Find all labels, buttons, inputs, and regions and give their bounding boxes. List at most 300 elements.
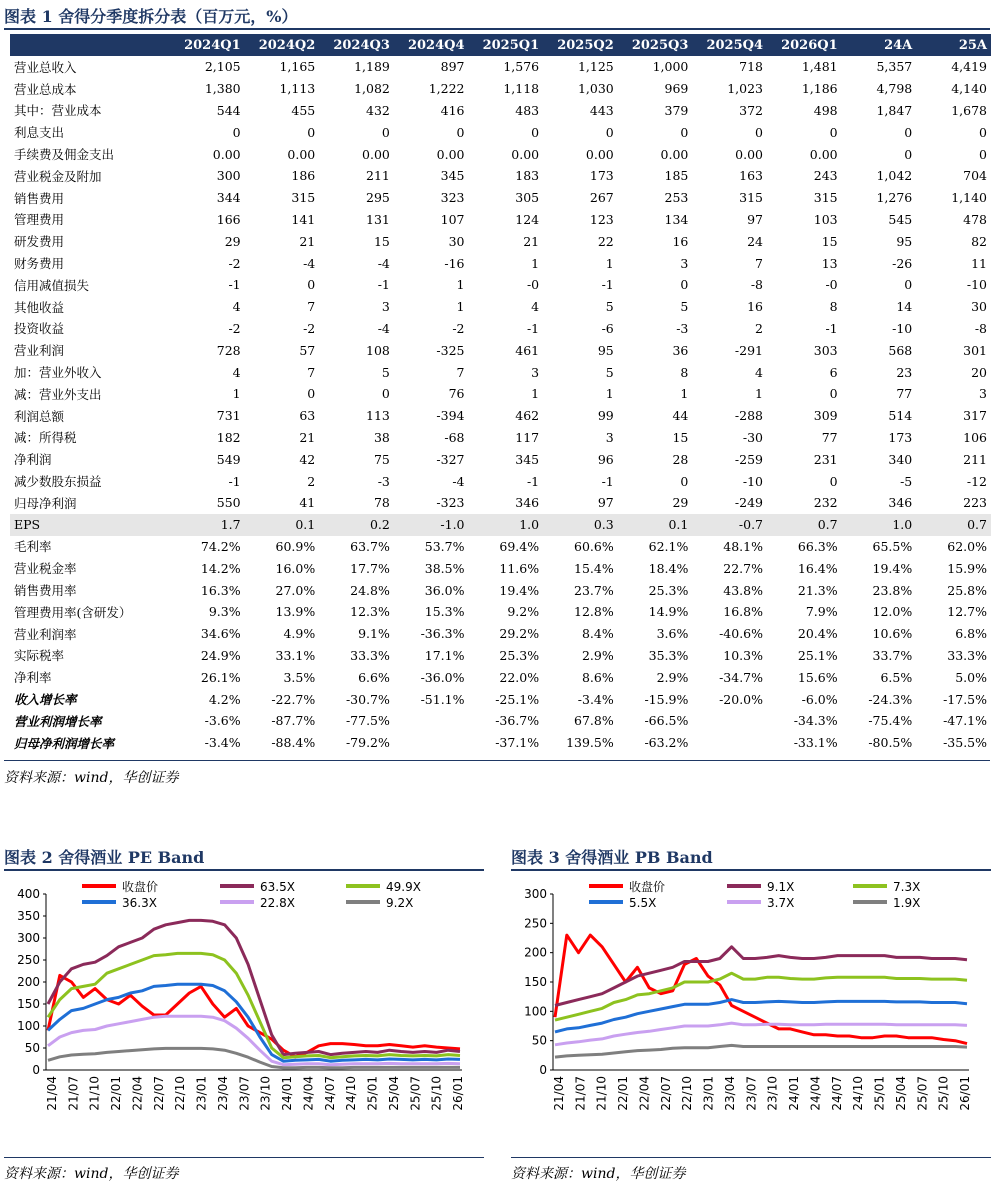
table-cell: 379 [664, 102, 689, 118]
column-header: 2025Q2 [543, 34, 618, 56]
table-cell: 305 [515, 190, 540, 206]
x-tick-label: 22/07 [151, 1076, 166, 1111]
table-cell: -79.2% [345, 735, 390, 751]
x-tick-label: 21/07 [573, 1076, 588, 1111]
table-cell: 0 [531, 124, 540, 140]
table-cell: 0 [232, 124, 241, 140]
row-label: 营业税金及附加 [14, 168, 102, 184]
table-row [10, 383, 991, 405]
table-cell: 106 [963, 429, 987, 445]
table-cell: 443 [589, 102, 614, 118]
table-cell: 340 [888, 451, 913, 467]
table-cell: -2 [303, 320, 316, 336]
x-tick-label: 21/07 [66, 1076, 81, 1111]
table-cell: -47.1% [943, 713, 987, 729]
table-cell: -1 [228, 473, 241, 489]
table-cell: 1,481 [801, 59, 838, 75]
source-note-3: 资料来源：wind，华创证券 [511, 1166, 686, 1182]
table-cell: 35.3% [648, 647, 689, 663]
table-cell: 1,000 [652, 59, 689, 75]
table-cell: 1 [680, 386, 689, 402]
table-cell: 1 [456, 299, 465, 315]
table-cell: 14.2% [200, 560, 241, 576]
table-row [10, 100, 991, 122]
table-cell: 1 [755, 386, 763, 402]
table-cell: 97 [747, 211, 763, 227]
y-tick-label: 300 [17, 931, 40, 945]
table-cell: -4 [377, 320, 390, 336]
table-cell: 300 [216, 168, 241, 184]
table-cell: 1.0 [842, 514, 917, 536]
table-cell: 0 [755, 124, 763, 140]
y-tick-label: 300 [524, 887, 547, 901]
table-cell: -10 [966, 277, 987, 293]
table-cell: 5.0% [955, 669, 987, 685]
column-header: 2024Q3 [319, 34, 394, 56]
table-cell: -2 [452, 320, 465, 336]
table-cell: 0 [904, 146, 913, 162]
row-label: 营业利润增长率 [14, 713, 102, 729]
table-cell: 0 [381, 124, 390, 140]
row-label: 管理费用 [14, 212, 65, 228]
table-cell: -30 [742, 429, 763, 445]
pe-band-chart [4, 874, 484, 1154]
x-tick-label: 23/10 [258, 1076, 273, 1111]
table-cell: 211 [366, 168, 390, 184]
table-cell: 1,118 [503, 81, 540, 97]
table-cell: -8 [750, 277, 763, 293]
row-label: 营业利润率 [14, 626, 77, 642]
table-row [10, 187, 991, 209]
column-header: 2025Q4 [692, 34, 767, 56]
table-cell: -4 [377, 255, 390, 271]
legend-label: 9.1X [767, 880, 795, 894]
table-cell: 67.8% [574, 713, 614, 729]
table-cell: 18.4% [648, 560, 689, 576]
table-cell: 113 [366, 408, 390, 424]
x-tick-label: 24/07 [829, 1076, 844, 1111]
table-row [10, 601, 991, 623]
table-cell: -259 [734, 451, 763, 467]
legend-label: 49.9X [386, 880, 421, 894]
y-tick-label: 0 [32, 1063, 40, 1077]
column-header: 2025Q1 [469, 34, 544, 56]
table-cell: 2 [755, 320, 763, 336]
table-cell: -0.7 [692, 514, 767, 536]
table-cell: 1,222 [428, 81, 465, 97]
y-tick-label: 150 [17, 997, 40, 1011]
table-cell: -17.5% [943, 691, 987, 707]
table-cell: -10 [892, 320, 913, 336]
table-cell: 0 [979, 146, 987, 162]
table-cell: 461 [515, 342, 540, 358]
table-cell: 1,276 [876, 190, 913, 206]
table-cell: -4 [303, 255, 316, 271]
x-tick-label: 23/07 [237, 1076, 252, 1111]
table-cell: 4 [531, 299, 540, 315]
row-label: 信用减值损失 [14, 277, 90, 293]
table-cell: 455 [291, 102, 316, 118]
table-cell: 41 [299, 495, 316, 511]
table-title: 图表 1 舍得分季度拆分表（百万元，%） [4, 7, 298, 26]
table-cell: 173 [589, 168, 614, 184]
table-cell: 66.3% [797, 538, 838, 554]
table-cell: 1.0 [469, 514, 544, 536]
table-cell: 1,678 [951, 102, 987, 118]
table-cell: 183 [515, 168, 540, 184]
table-cell: 372 [739, 102, 763, 118]
table-cell: 63 [299, 408, 316, 424]
series-line [555, 935, 967, 1044]
table-cell: 301 [963, 342, 987, 358]
x-tick-label: 23/10 [765, 1076, 780, 1111]
table-cell: 103 [813, 211, 838, 227]
series-line [48, 1016, 460, 1064]
table-cell: 6.5% [880, 669, 913, 685]
table-cell: 20 [971, 364, 987, 380]
table-cell: 16.3% [200, 582, 241, 598]
table-cell: 4,419 [951, 59, 987, 75]
table-cell: -35.5% [943, 735, 987, 751]
table-row [10, 296, 991, 318]
table-cell: 15 [821, 233, 838, 249]
table-cell: 232 [813, 495, 838, 511]
table-cell: 28 [672, 451, 689, 467]
table-cell: 12.3% [350, 604, 390, 620]
row-label: 归母净利润增长率 [14, 735, 115, 751]
x-tick-label: 24/10 [851, 1076, 866, 1111]
table-cell: 0 [307, 124, 316, 140]
x-tick-label: 24/01 [787, 1076, 802, 1111]
table-row [10, 710, 991, 732]
table-cell: -1 [601, 277, 614, 293]
table-cell: -1.0 [394, 514, 469, 536]
table-cell: -1 [377, 277, 390, 293]
table-cell: 63.7% [350, 538, 390, 554]
table-cell: 345 [440, 168, 465, 184]
table-cell: 315 [813, 190, 838, 206]
table-cell: 344 [216, 190, 241, 206]
table-cell: 16 [672, 233, 689, 249]
table-cell: 15.6% [797, 669, 838, 685]
table-cell: 544 [216, 102, 241, 118]
row-label: 收入增长率 [14, 692, 77, 707]
table-cell: 21 [299, 429, 316, 445]
table-cell [394, 710, 469, 732]
row-label: 实际税率 [14, 648, 65, 664]
row-label: 利润总额 [14, 408, 65, 424]
table-cell: -12 [966, 473, 987, 489]
table-cell: 0.1 [245, 514, 320, 536]
table-cell: 0.00 [362, 146, 390, 162]
table-cell: 0 [307, 386, 316, 402]
legend-label: 收盘价 [122, 880, 159, 894]
table-cell: 29.2% [499, 626, 540, 642]
table-cell: 3.5% [283, 669, 316, 685]
table-cell: 77 [821, 429, 838, 445]
table-cell: 0.3 [543, 514, 618, 536]
table-cell: 4,798 [876, 81, 913, 97]
row-label: 毛利率 [14, 539, 52, 555]
table-cell: 74.2% [200, 538, 241, 554]
y-tick-label: 50 [24, 1041, 40, 1055]
table-cell: 2.9% [656, 669, 689, 685]
table-cell: 36 [672, 342, 689, 358]
table-cell: -51.1% [420, 691, 465, 707]
x-tick-label: 22/10 [680, 1076, 695, 1111]
table-cell: 25.8% [947, 582, 987, 598]
table-cell: 24 [747, 233, 763, 249]
table-cell: 0 [829, 124, 838, 140]
table-cell: -63.2% [644, 735, 689, 751]
table-cell: -34.7% [719, 669, 763, 685]
table-cell: -16 [444, 255, 465, 271]
x-tick-label: 21/04 [552, 1076, 566, 1111]
row-label: 减：营业外支出 [14, 386, 102, 402]
table-cell: 76 [448, 386, 465, 402]
table-cell: 0.00 [809, 146, 838, 162]
table-cell: 0 [904, 277, 913, 293]
x-tick-label: 22/04 [637, 1076, 652, 1111]
table-cell: 1,576 [503, 59, 540, 75]
table-cell: -26 [892, 255, 913, 271]
table-bottom-rule [4, 760, 990, 761]
table-cell: -88.4% [271, 735, 316, 751]
x-tick-label: 22/10 [173, 1076, 188, 1111]
table-cell: 141 [291, 211, 316, 227]
legend-label: 22.8X [260, 896, 295, 910]
table-cell: -87.7% [271, 713, 316, 729]
table-cell: -3 [377, 473, 390, 489]
table-cell: 21 [523, 233, 540, 249]
table-cell: 15.3% [424, 604, 465, 620]
table-cell: 25.1% [797, 647, 838, 663]
table-cell: 231 [813, 451, 838, 467]
table-cell: 0 [680, 277, 689, 293]
table-row [10, 143, 991, 165]
row-label: 销售费用 [14, 190, 65, 206]
table-cell: 14 [896, 299, 913, 315]
table-cell: 0.00 [585, 146, 614, 162]
table-cell: 16.4% [797, 560, 838, 576]
table-cell: 728 [216, 342, 241, 358]
column-header: 25A [916, 34, 991, 56]
table-cell: 1,186 [801, 81, 838, 97]
table-cell: 5 [381, 364, 390, 380]
table-cell: 15 [373, 233, 390, 249]
table-cell: -325 [436, 342, 465, 358]
table-cell: 96 [597, 451, 614, 467]
table-cell: 33.3% [947, 647, 987, 663]
table-cell: 8 [829, 299, 838, 315]
row-label: 营业总成本 [14, 81, 77, 97]
table-cell: 186 [291, 168, 316, 184]
table-cell: 65.5% [872, 538, 913, 554]
table-cell: -40.6% [719, 626, 763, 642]
table-row [10, 536, 991, 558]
table-cell: 6.6% [358, 669, 390, 685]
table-cell: 38 [373, 429, 390, 445]
table-cell: 6 [829, 364, 838, 380]
table-cell: 23 [896, 364, 913, 380]
column-header: 2026Q1 [767, 34, 842, 56]
table-cell: 549 [216, 451, 241, 467]
table-cell: 15.4% [574, 560, 614, 576]
table-cell: 33.1% [275, 647, 316, 663]
financial-table [10, 34, 991, 754]
table-cell: 478 [963, 211, 987, 227]
table-cell: -2 [228, 320, 241, 336]
table-cell: 95 [597, 342, 614, 358]
table-cell: 1,113 [279, 81, 316, 97]
table-cell: 4.9% [283, 626, 316, 642]
table-cell: 5 [605, 364, 614, 380]
table-cell: 0 [680, 473, 689, 489]
table-cell: -30.7% [345, 691, 390, 707]
table-row [10, 732, 991, 754]
table-cell: 1,189 [354, 59, 390, 75]
table-cell: 22.7% [723, 560, 763, 576]
table-cell: 12.7% [947, 604, 987, 620]
table-cell: 1,082 [354, 81, 390, 97]
table-cell: 969 [664, 81, 689, 97]
table-cell: 16.8% [723, 604, 763, 620]
table-cell: -1 [825, 320, 838, 336]
table-cell: 0 [381, 386, 390, 402]
table-cell: 60.6% [574, 538, 614, 554]
table-cell: 10.6% [872, 626, 913, 642]
table-cell: -1 [526, 320, 540, 336]
y-tick-label: 100 [17, 1019, 40, 1033]
table-cell: 48.1% [723, 538, 763, 554]
table-cell: 11 [971, 255, 987, 271]
series-line [555, 947, 967, 1006]
table-cell: 20.4% [797, 626, 838, 642]
row-label: 投资收益 [14, 321, 65, 337]
table-cell: 1,140 [951, 190, 987, 206]
table-cell: 2 [307, 473, 316, 489]
table-cell: 4 [232, 299, 241, 315]
table-cell: 0 [904, 124, 913, 140]
table-cell: 1.7 [170, 514, 245, 536]
table-row [10, 405, 991, 427]
table-cell: 8.6% [581, 669, 614, 685]
x-tick-label: 26/01 [451, 1076, 465, 1111]
table-cell: 75 [373, 451, 390, 467]
table-cell: 346 [888, 495, 913, 511]
table-cell: 1,023 [727, 81, 763, 97]
table-cell: 14.9% [648, 604, 689, 620]
table-cell: 0.1 [618, 514, 693, 536]
table-cell: -394 [436, 408, 465, 424]
table-cell: 15 [672, 429, 689, 445]
table-cell: 0.00 [735, 146, 763, 162]
column-header: 2024Q1 [170, 34, 245, 56]
table-cell: 36.0% [424, 582, 465, 598]
x-tick-label: 22/04 [130, 1076, 145, 1111]
x-tick-label: 24/07 [322, 1076, 337, 1111]
table-cell: -1 [228, 277, 241, 293]
table-cell: 124 [515, 211, 540, 227]
table-row [10, 666, 991, 688]
table-cell: 0 [979, 124, 987, 140]
table-cell: -22.7% [271, 691, 316, 707]
table-cell: 166 [216, 211, 241, 227]
table-row [10, 274, 991, 296]
table-cell: 5,357 [876, 59, 913, 75]
table-cell: 185 [664, 168, 689, 184]
table-cell: 82 [971, 233, 987, 249]
table-cell: 4.2% [208, 691, 241, 707]
pb-band-chart [511, 874, 991, 1154]
table-cell: 8 [680, 364, 689, 380]
y-tick-label: 200 [17, 975, 40, 989]
table-cell: -24.3% [868, 691, 913, 707]
title-rule [4, 28, 990, 30]
y-tick-label: 100 [524, 1004, 547, 1019]
row-label: 研发费用 [14, 234, 65, 250]
table-row [10, 165, 991, 187]
table-cell: 545 [888, 211, 913, 227]
table-row [10, 78, 991, 100]
table-cell: 78 [373, 495, 390, 511]
table-cell: 139.5% [566, 735, 614, 751]
x-tick-label: 21/10 [87, 1076, 102, 1111]
x-tick-label: 22/01 [109, 1076, 124, 1111]
table-cell: 60.9% [275, 538, 316, 554]
table-cell: -0 [825, 277, 838, 293]
table-row [10, 579, 991, 601]
chart3-title: 图表 3 舍得酒业 PB Band [511, 848, 713, 867]
table-cell: 416 [440, 102, 465, 118]
table-row [10, 230, 991, 252]
table-cell: 77 [896, 386, 913, 402]
table-cell: 17.7% [350, 560, 390, 576]
table-cell: -327 [436, 451, 465, 467]
table-cell: 21.3% [797, 582, 838, 598]
table-cell: 57 [299, 342, 316, 358]
table-cell: -68 [444, 429, 465, 445]
table-cell: 5 [680, 299, 689, 315]
row-label: 加：营业外收入 [14, 365, 102, 381]
table-cell: -5 [900, 473, 913, 489]
table-cell: 12.0% [872, 604, 913, 620]
table-row [10, 56, 991, 78]
table-cell: 6.8% [955, 626, 987, 642]
table-cell: 3 [979, 386, 987, 402]
table-cell: 498 [813, 102, 838, 118]
table-cell: 99 [597, 408, 614, 424]
table-cell: 44 [672, 408, 689, 424]
table-cell: 2,105 [204, 59, 241, 75]
table-cell: 23.8% [872, 582, 913, 598]
legend-label: 63.5X [260, 880, 295, 894]
y-tick-label: 350 [17, 909, 40, 923]
table-row [10, 557, 991, 579]
table-cell: 550 [216, 495, 241, 511]
table-cell: 7 [307, 364, 316, 380]
x-tick-label: 25/01 [872, 1076, 887, 1111]
table-cell: 1 [605, 255, 614, 271]
table-cell: -37.1% [495, 735, 540, 751]
table-cell: 731 [216, 408, 241, 424]
table-cell: 3 [381, 299, 390, 315]
table-cell: -75.4% [868, 713, 913, 729]
table-cell: 7 [456, 364, 465, 380]
table-cell: 3 [531, 364, 540, 380]
table-cell: 5 [605, 299, 614, 315]
table-cell: 1,165 [279, 59, 316, 75]
